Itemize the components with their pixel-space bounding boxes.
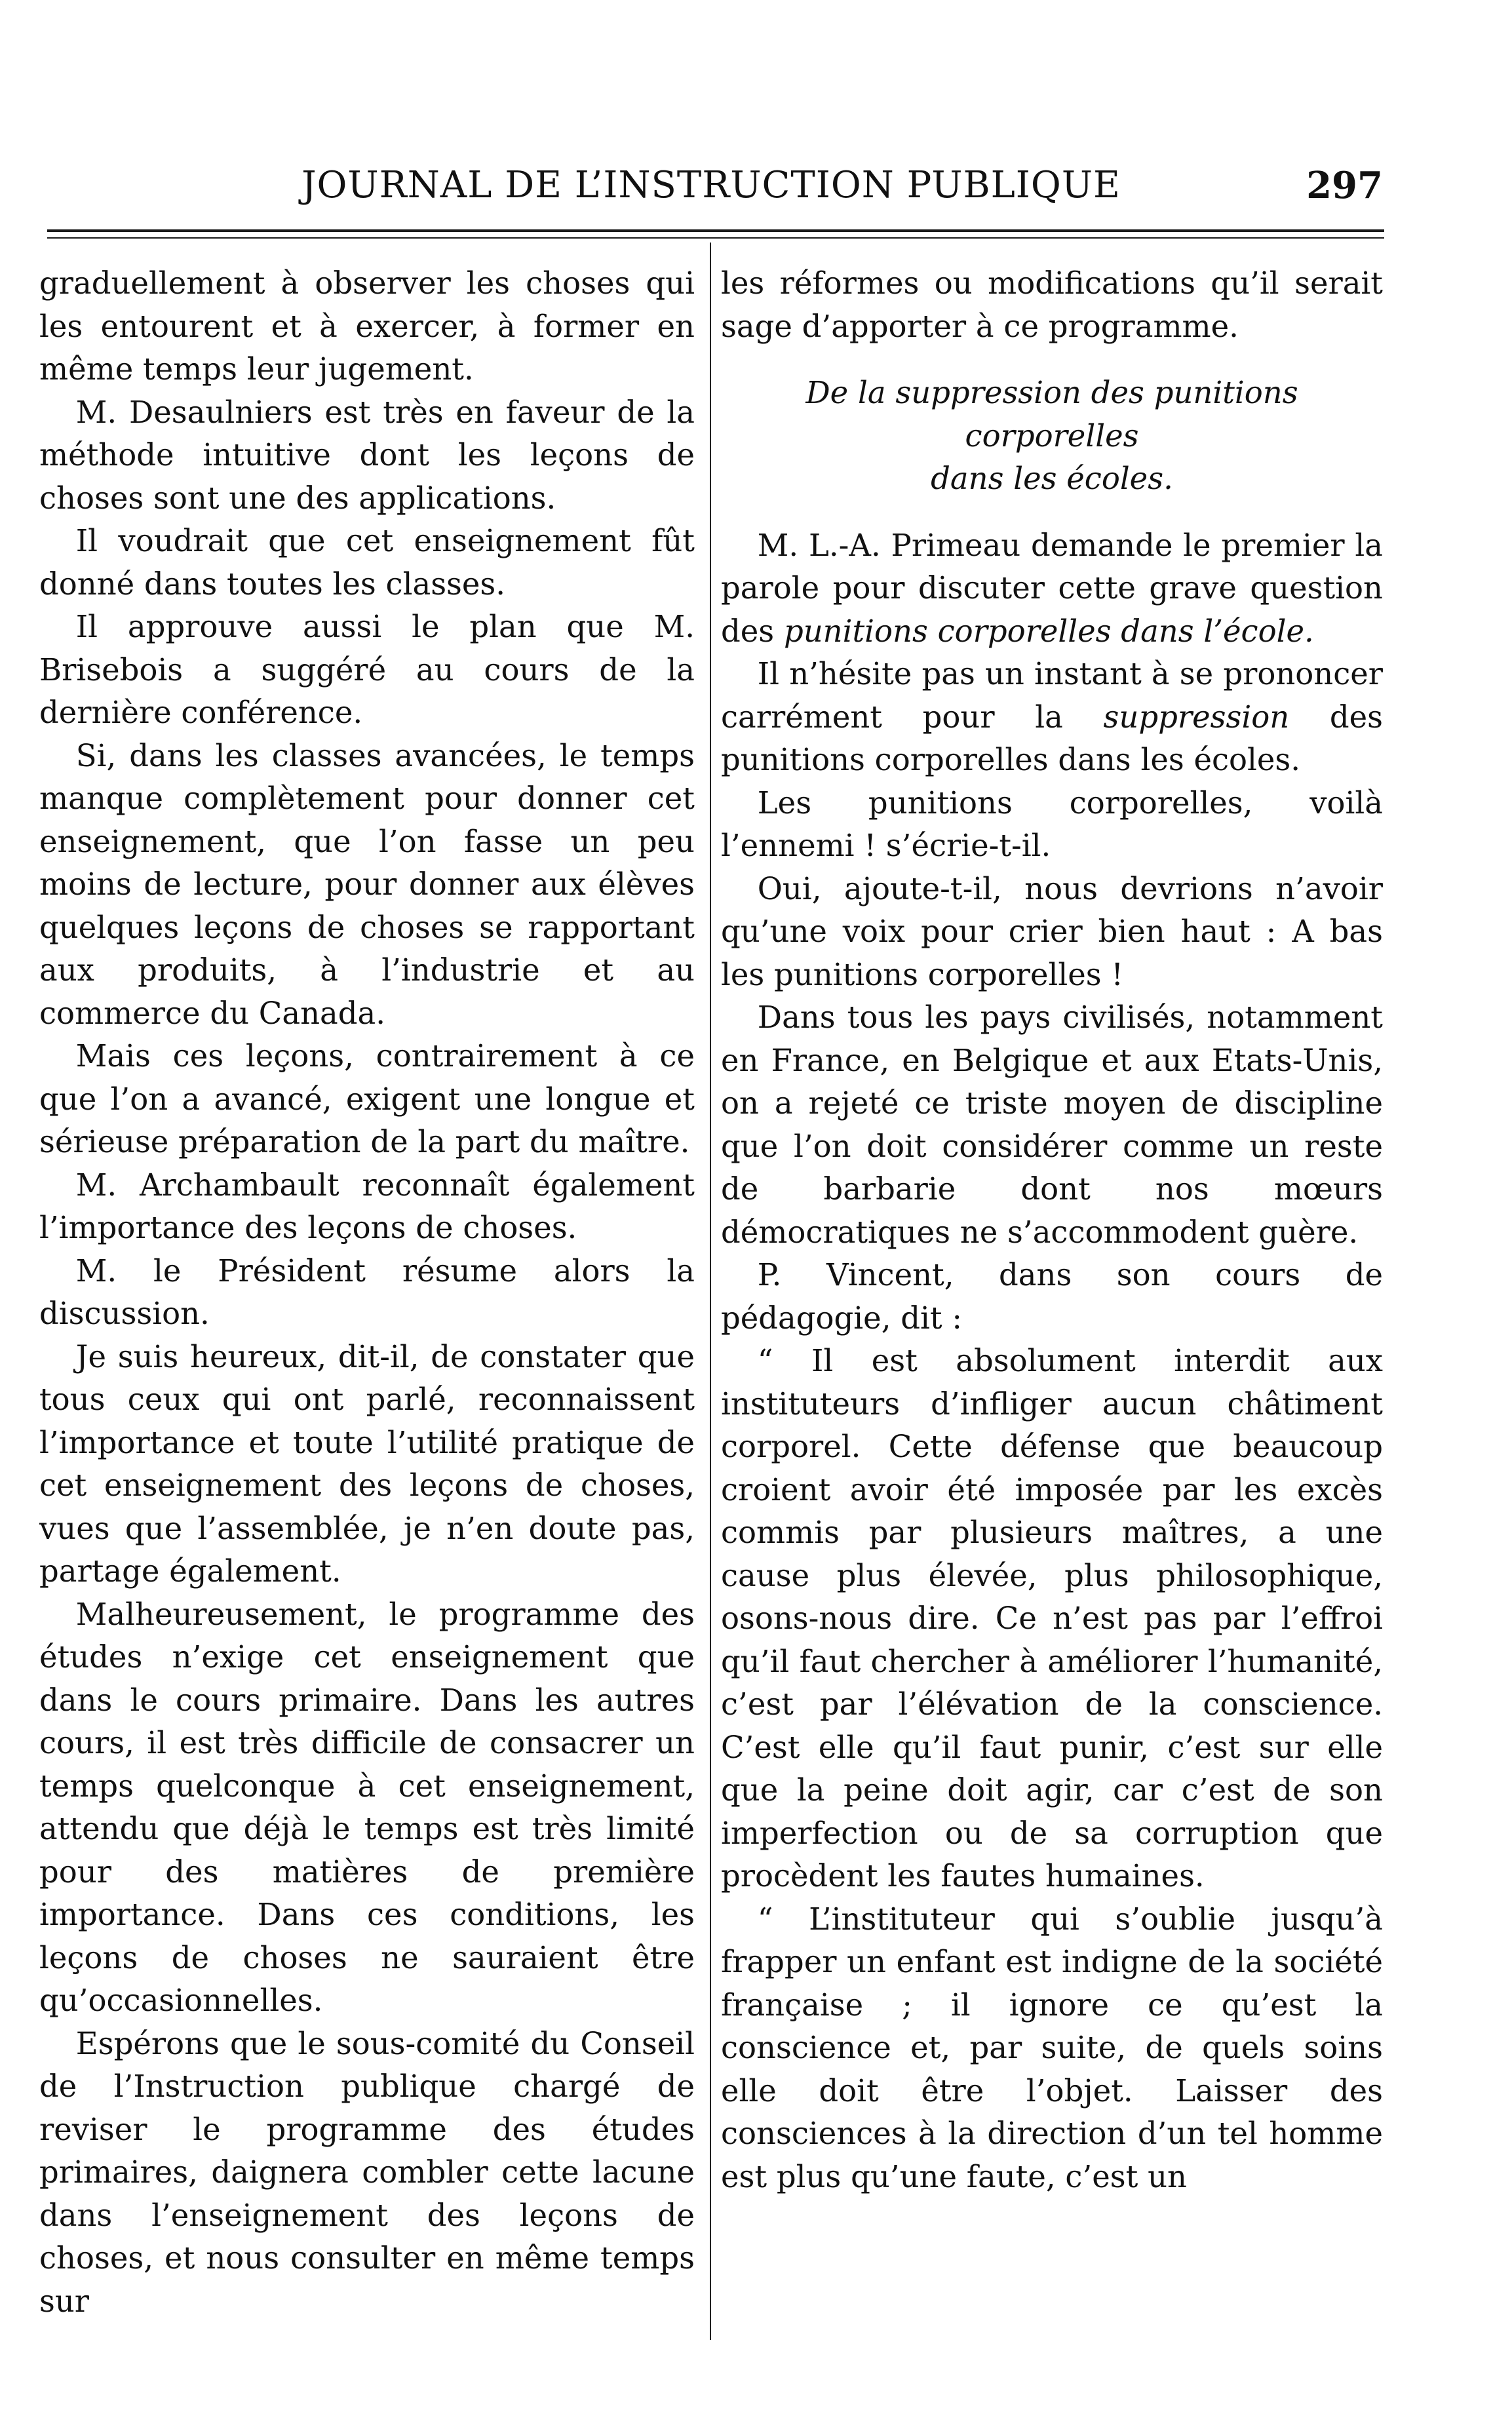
italic-text: suppression [1103, 699, 1290, 735]
paragraph: Il approuve aussi le plan que M. Brisebois a suggéré au cours de la dernière conférence. [39, 609, 695, 730]
paragraph: Dans tous les pays civilisés, notamment en France, en Belgique et aux Etats-Unis, on a rejeté ce triste moyen de discipline que l’on doit considérer comme un reste de barbarie dont nos mœurs démocratiques ne s’accommodent guère. [721, 1000, 1383, 1250]
paragraph: M. Desaulniers est très en faveur de la méthode intuitive dont les leçons de choses sont une des applications. [39, 394, 695, 516]
column-divider [710, 243, 711, 2340]
text-run: Il n’hésite pas un instant à se prononcer carrément pour la [721, 656, 1383, 735]
paragraph [721, 524, 1383, 653]
text-run: M. L.-A. Primeau demande le premier la parole pour discuter cette grave question des [721, 527, 1383, 649]
paragraph: Si, dans les classes avancées, le temps manque complètement pour donner cet enseignement, que l’on fasse un peu moins de lecture, pour donner aux élèves quelques leçons de choses se rapportant aux produits, à l’industrie et au commerce du Canada. [39, 737, 695, 1031]
header-rule-thick [47, 229, 1384, 232]
quote-paragraph: “ L’instituteur qui s’oublie jusqu’à frapper un enfant est indigne de la société française ; il ignore ce qu’est la conscience et, par suite, de quels soins elle doit être l’objet. Laisser des consciences à la direction d’un tel homme est plus qu’une faute, c’est un [721, 1901, 1383, 2194]
section-title-line: De la suppression des punitions corporelles [805, 375, 1298, 454]
paragraph: Il voudrait que cet enseignement fût donné dans toutes les classes. [39, 523, 695, 602]
paragraph: Oui, ajoute-t-il, nous devrions n’avoir qu’une voix pour crier bien haut : A bas les punitions corporelles ! [721, 870, 1383, 992]
paragraph: Malheureusement, le programme des études n’exige cet enseignement que dans le cours primaire. Dans les autres cours, il est très difficile de consacrer un temps quelconque à cet enseignement, attendu que déjà le temps est très limité pour des matières de première importance. Dans ces conditions, les leçons de choses ne sauraient être qu’occasionnelles. [39, 1596, 695, 2018]
quote-paragraph: “ Il est absolument interdit aux instituteurs d’infliger aucun châtiment corporel. Cette défense que beaucoup croient avoir été imposée par les excès commis par plusieurs maîtres, a une cause plus élevée, plus philosophique, osons-nous dire. Ce n’est pas par l’effroi qu’il faut chercher à améliorer l’humanité, c’est par l’élévation de la conscience. C’est elle qu’il faut punir, c’est sur elle que la peine doit agir, car c’est de son imperfection ou de sa corruption que procèdent les fautes humaines. [721, 1343, 1383, 1894]
paragraph: Je suis heureux, dit-il, de constater que tous ceux qui ont parlé, reconnaissent l’importance et toute l’utilité pratique de cet enseignement des leçons de choses, vues que l’assemblée, je n’en doute pas, partage également. [39, 1338, 695, 1589]
paragraph: Mais ces leçons, contrairement à ce que l’on a avancé, exigent une longue et sérieuse préparation de la part du maître. [39, 1038, 695, 1159]
section-title [721, 372, 1383, 501]
paragraph: les réformes ou modifications qu’il serait sage d’apporter à ce programme. [721, 265, 1383, 344]
text-run: des punitions corporelles dans les écoles. [721, 699, 1383, 777]
paragraph: graduellement à observer les choses qui les entourent et à exercer, à former en même temps leur jugement. [39, 265, 695, 387]
paragraph: M. le Président résume alors la discussion. [39, 1253, 695, 1331]
paragraph: M. Archambault reconnaît également l’importance des leçons de choses. [39, 1167, 695, 1245]
italic-text: punitions corporelles dans l’école. [783, 613, 1314, 649]
paragraph [721, 653, 1383, 782]
paragraph: Espérons que le sous-comité du Conseil de l’Instruction publique chargé de reviser le programme des études primaires, daignera combler cette lacune dans l’enseignement des leçons de choses, et nous consulter en même temps sur [39, 2025, 695, 2319]
section-title-line: dans les écoles. [931, 461, 1173, 496]
running-title: JOURNAL DE L’INSTRUCTION PUBLIQUE [301, 164, 1121, 206]
page-header [39, 164, 1383, 216]
paragraph: Les punitions corporelles, voilà l’ennemi ! s’écrie-t-il. [721, 785, 1383, 863]
paragraph: P. Vincent, dans son cours de pédagogie, dit : [721, 1257, 1383, 1336]
left-column [39, 262, 695, 2323]
page-number: 297 [1306, 164, 1383, 207]
header-rule-thin [47, 237, 1384, 239]
right-column [721, 262, 1383, 2198]
